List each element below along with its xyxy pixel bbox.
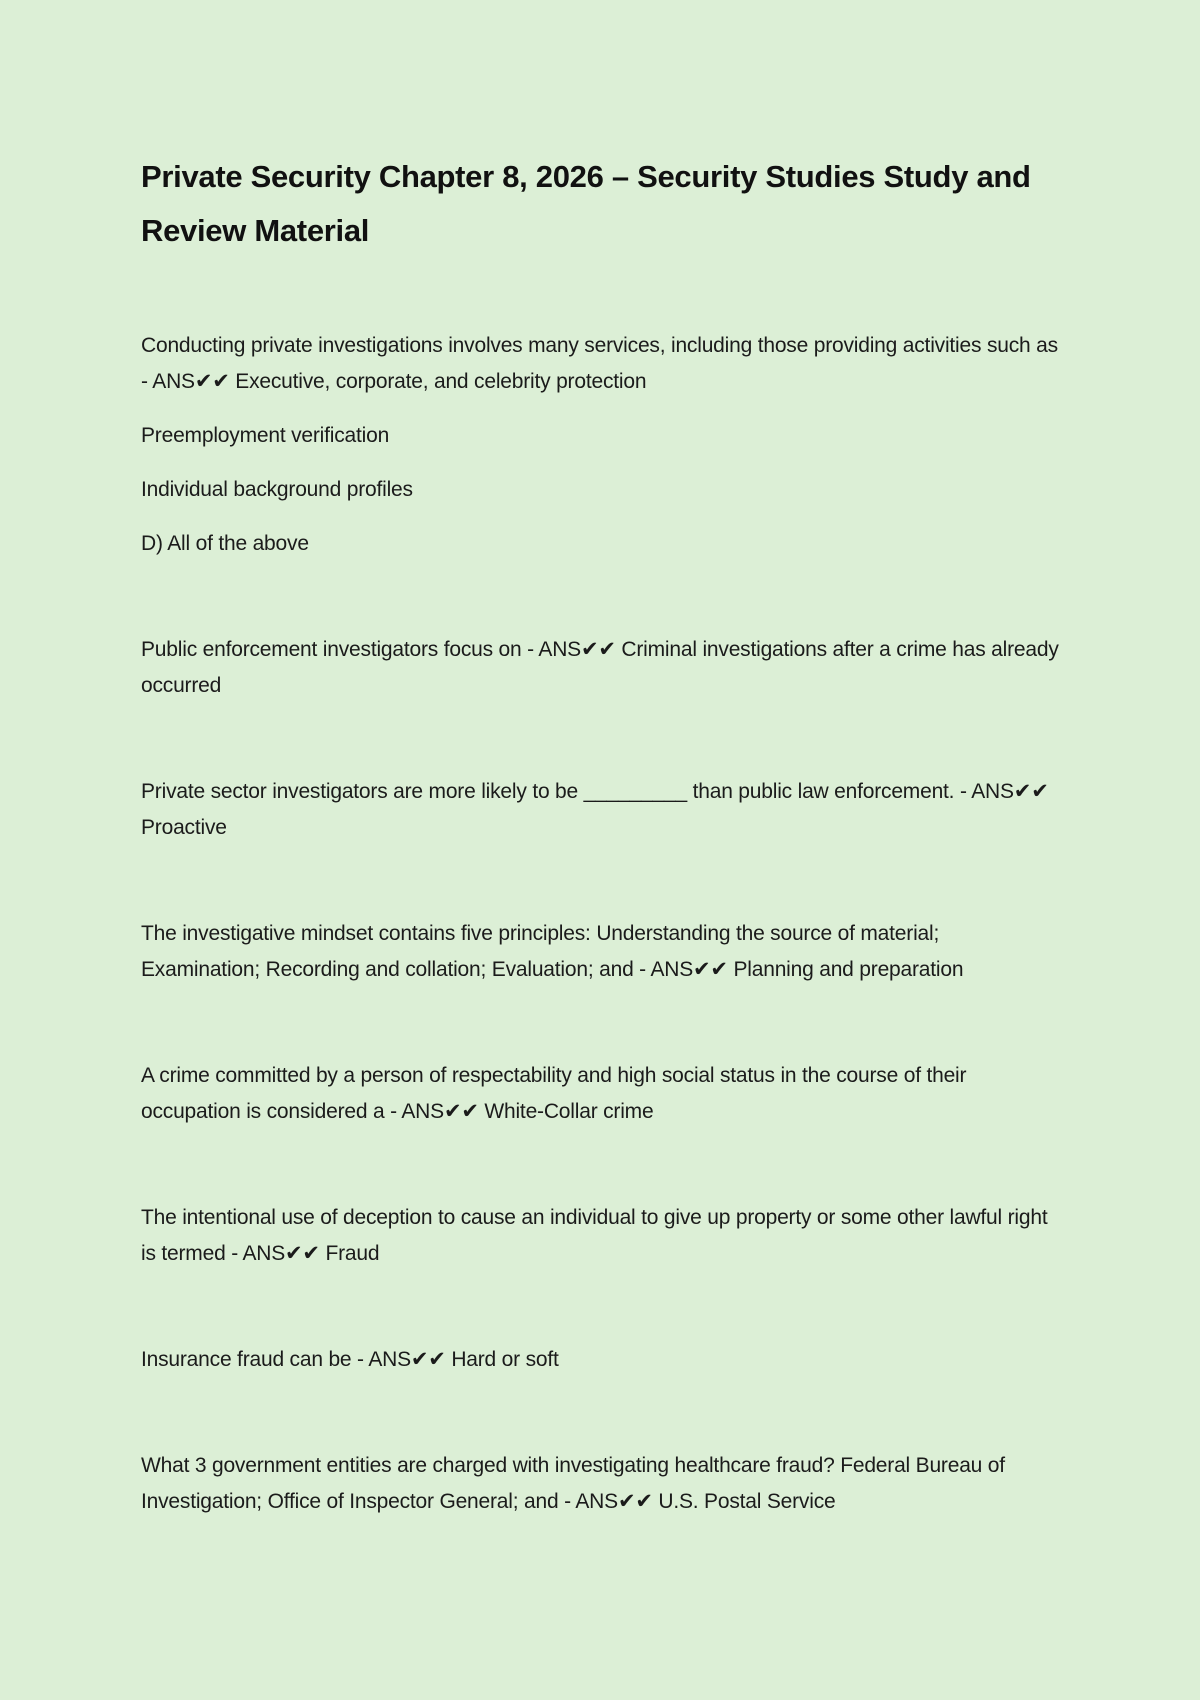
qa-item <box>141 774 1061 846</box>
qa-option: Individual background profiles <box>141 478 413 501</box>
qa-item <box>141 1200 1061 1272</box>
qa-item <box>141 328 1061 562</box>
qa-text: A crime committed by a person of respectability and high social status in the course of their occupation is considered a - ANS✔✔ White-Collar crime <box>141 1064 967 1123</box>
qa-text: The intentional use of deception to cause an individual to give up property or some other lawful right is termed - ANS✔✔ Fraud <box>141 1206 1048 1265</box>
qa-text: What 3 government entities are charged with investigating healthcare fraud? Federal Bureau of Investigation; Office of Inspector General; and - ANS✔✔ U.S. Postal Service <box>141 1454 1005 1513</box>
qa-item <box>141 916 1061 988</box>
qa-item <box>141 1058 1061 1130</box>
qa-text: Private sector investigators are more likely to be _________ than public law enforcement. - ANS✔✔ Proactive <box>141 780 1049 839</box>
qa-option: Preemployment verification <box>141 424 390 447</box>
qa-option: D) All of the above <box>141 532 309 555</box>
page-title: Private Security Chapter 8, 2026 – Security Studies Study and Review Material <box>141 159 1031 248</box>
document-page <box>141 150 1061 1590</box>
qa-item <box>141 1342 1061 1378</box>
qa-list <box>141 328 1061 1520</box>
qa-item <box>141 1448 1061 1520</box>
qa-item <box>141 632 1061 704</box>
qa-text: The investigative mindset contains five principles: Understanding the source of material; Examination; Recording and collation; Evaluation; and - ANS✔✔ Planning and preparation <box>141 922 964 981</box>
qa-text: Conducting private investigations involves many services, including those providing activities such as - ANS✔✔ Executive, corporate, and celebrity protection <box>141 334 1058 393</box>
qa-text: Public enforcement investigators focus on - ANS✔✔ Criminal investigations after a crime has already occurred <box>141 638 1059 697</box>
qa-text: Insurance fraud can be - ANS✔✔ Hard or soft <box>141 1348 559 1371</box>
